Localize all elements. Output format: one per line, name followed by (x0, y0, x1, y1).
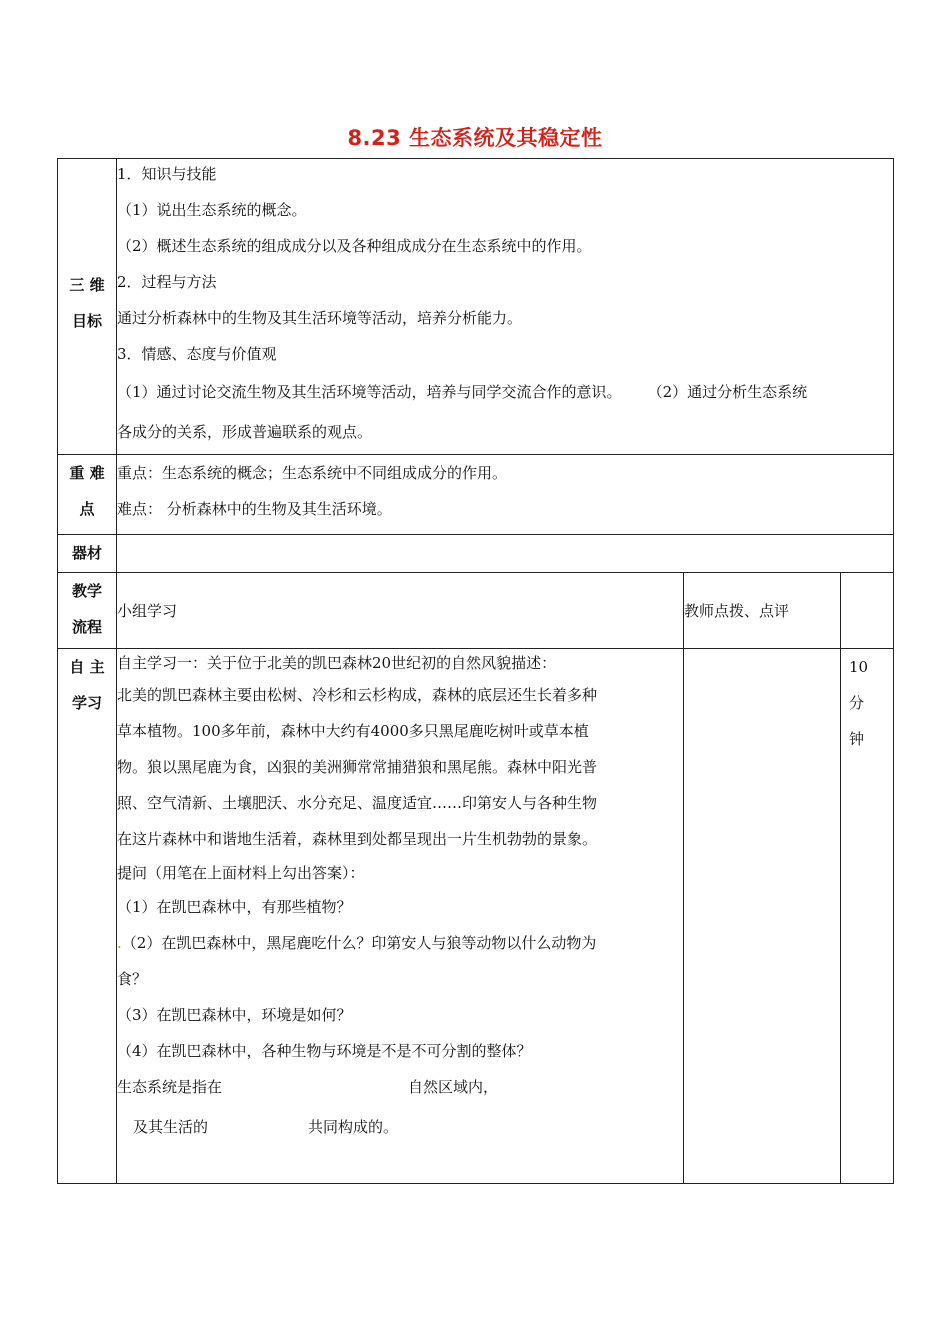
flow-label-line1: 教学 (71, 582, 102, 600)
lesson-plan-table (57, 158, 894, 1184)
time-cell (841, 649, 894, 1184)
passage-line: 草本植物。100多年前，森林中大约有4000多只黑尾鹿吃树叶或草本植 (117, 722, 589, 740)
flow-row (58, 573, 894, 649)
equipment-row (58, 535, 894, 573)
goals-line: 通过分析森林中的生物及其生活环境等活动，培养分析能力。 (117, 309, 523, 327)
goals-line: 各成分的关系，形成普遍联系的观点。 (117, 423, 373, 441)
flow-teacher-header (684, 573, 841, 649)
passage-line: 北美的凯巴森林主要由松树、冷杉和云杉构成，森林的底层还生长着多种 (117, 686, 598, 704)
key-point-text: 重点：生态系统的概念；生态系统中不同组成成分的作用。 (117, 464, 508, 482)
goals-line: （2）通过分析生态系统 (647, 383, 808, 401)
goals-line: （1）说出生态系统的概念。 (117, 201, 307, 219)
passage-line: 照、空气清新、土壤肥沃、水分充足、温度适宜……印第安人与各种生物 (117, 794, 598, 812)
self-study-row (58, 649, 894, 1184)
self-study-intro: 自主学习一：关于位于北美的凯巴森林20世纪初的自然风貌描述： (117, 654, 557, 672)
goals-row (58, 159, 894, 455)
time-value: 10 (849, 658, 869, 676)
definition-part4: 共同构成的。 (308, 1118, 399, 1136)
equipment-label: 器材 (71, 544, 102, 562)
flow-time-header (841, 573, 894, 649)
equipment-content-cell (117, 535, 894, 573)
keypoints-label-cell (58, 455, 117, 535)
keypoints-label-line1: 重 难 (69, 464, 105, 482)
goals-line: （2）概述生态系统的组成成分以及各种组成成分在生态系统中的作用。 (117, 237, 592, 255)
self-study-label-line2: 学习 (71, 694, 102, 712)
goals-content-cell (117, 159, 894, 455)
goals-line: （1）通过讨论交流生物及其生活环境等活动，培养与同学交流合作的意识。 (117, 383, 622, 401)
time-unit-1: 分 (849, 694, 865, 712)
definition-part2: 自然区域内， (408, 1078, 499, 1096)
question-2: （2）在凯巴森林中，黑尾鹿吃什么？印第安人与狼等动物以什么动物为 (121, 934, 597, 952)
flow-label-line2: 流程 (71, 618, 102, 636)
group-study-header: 小组学习 (117, 602, 178, 620)
passage-line: 物。狼以黑尾鹿为食，凶狠的美洲狮常常捕猎狼和黑尾熊。森林中阳光普 (117, 758, 598, 776)
goals-label-line1: 三 维 (69, 276, 105, 294)
definition-part3: 及其生活的 (133, 1118, 209, 1136)
self-study-label-line1: 自 主 (69, 658, 105, 676)
self-study-content-cell (117, 649, 684, 1184)
equipment-label-cell (58, 535, 117, 573)
question-1: （1）在凯巴森林中，有那些植物？ (117, 898, 352, 916)
keypoints-row (58, 455, 894, 535)
flow-group-header (117, 573, 684, 649)
time-unit-2: 钟 (849, 730, 865, 748)
question-2-cont: 食？ (117, 970, 148, 988)
question-3: （3）在凯巴森林中，环境是如何？ (117, 1006, 352, 1024)
definition-part1: 生态系统是指在 (117, 1078, 223, 1096)
teacher-comment-cell (684, 649, 841, 1184)
passage-line: 在这片森林中和谐地生活着，森林里到处都呈现出一片生机勃勃的景象。 (117, 830, 598, 848)
goals-label-cell (58, 159, 117, 455)
self-study-label-cell (58, 649, 117, 1184)
goals-line: 2．过程与方法 (117, 273, 217, 291)
marker-dot: . (117, 934, 122, 952)
flow-label-cell (58, 573, 117, 649)
question-4: （4）在凯巴森林中，各种生物与环境是不是不可分割的整体？ (117, 1042, 532, 1060)
keypoints-label-line2: 点 (79, 500, 95, 518)
keypoints-content-cell (117, 455, 894, 535)
goals-label-line2: 目标 (71, 312, 102, 330)
question-intro: 提问（用笔在上面材料上勾出答案）： (117, 864, 365, 882)
difficult-point-text: 难点： 分析森林中的生物及其生活环境。 (117, 500, 392, 518)
teacher-comment-header: 教师点拨、点评 (684, 602, 790, 620)
goals-line: 1．知识与技能 (117, 165, 217, 183)
goals-line: 3．情感、态度与价值观 (117, 345, 277, 363)
page-title: 8.23 生态系统及其稳定性 (347, 126, 603, 150)
